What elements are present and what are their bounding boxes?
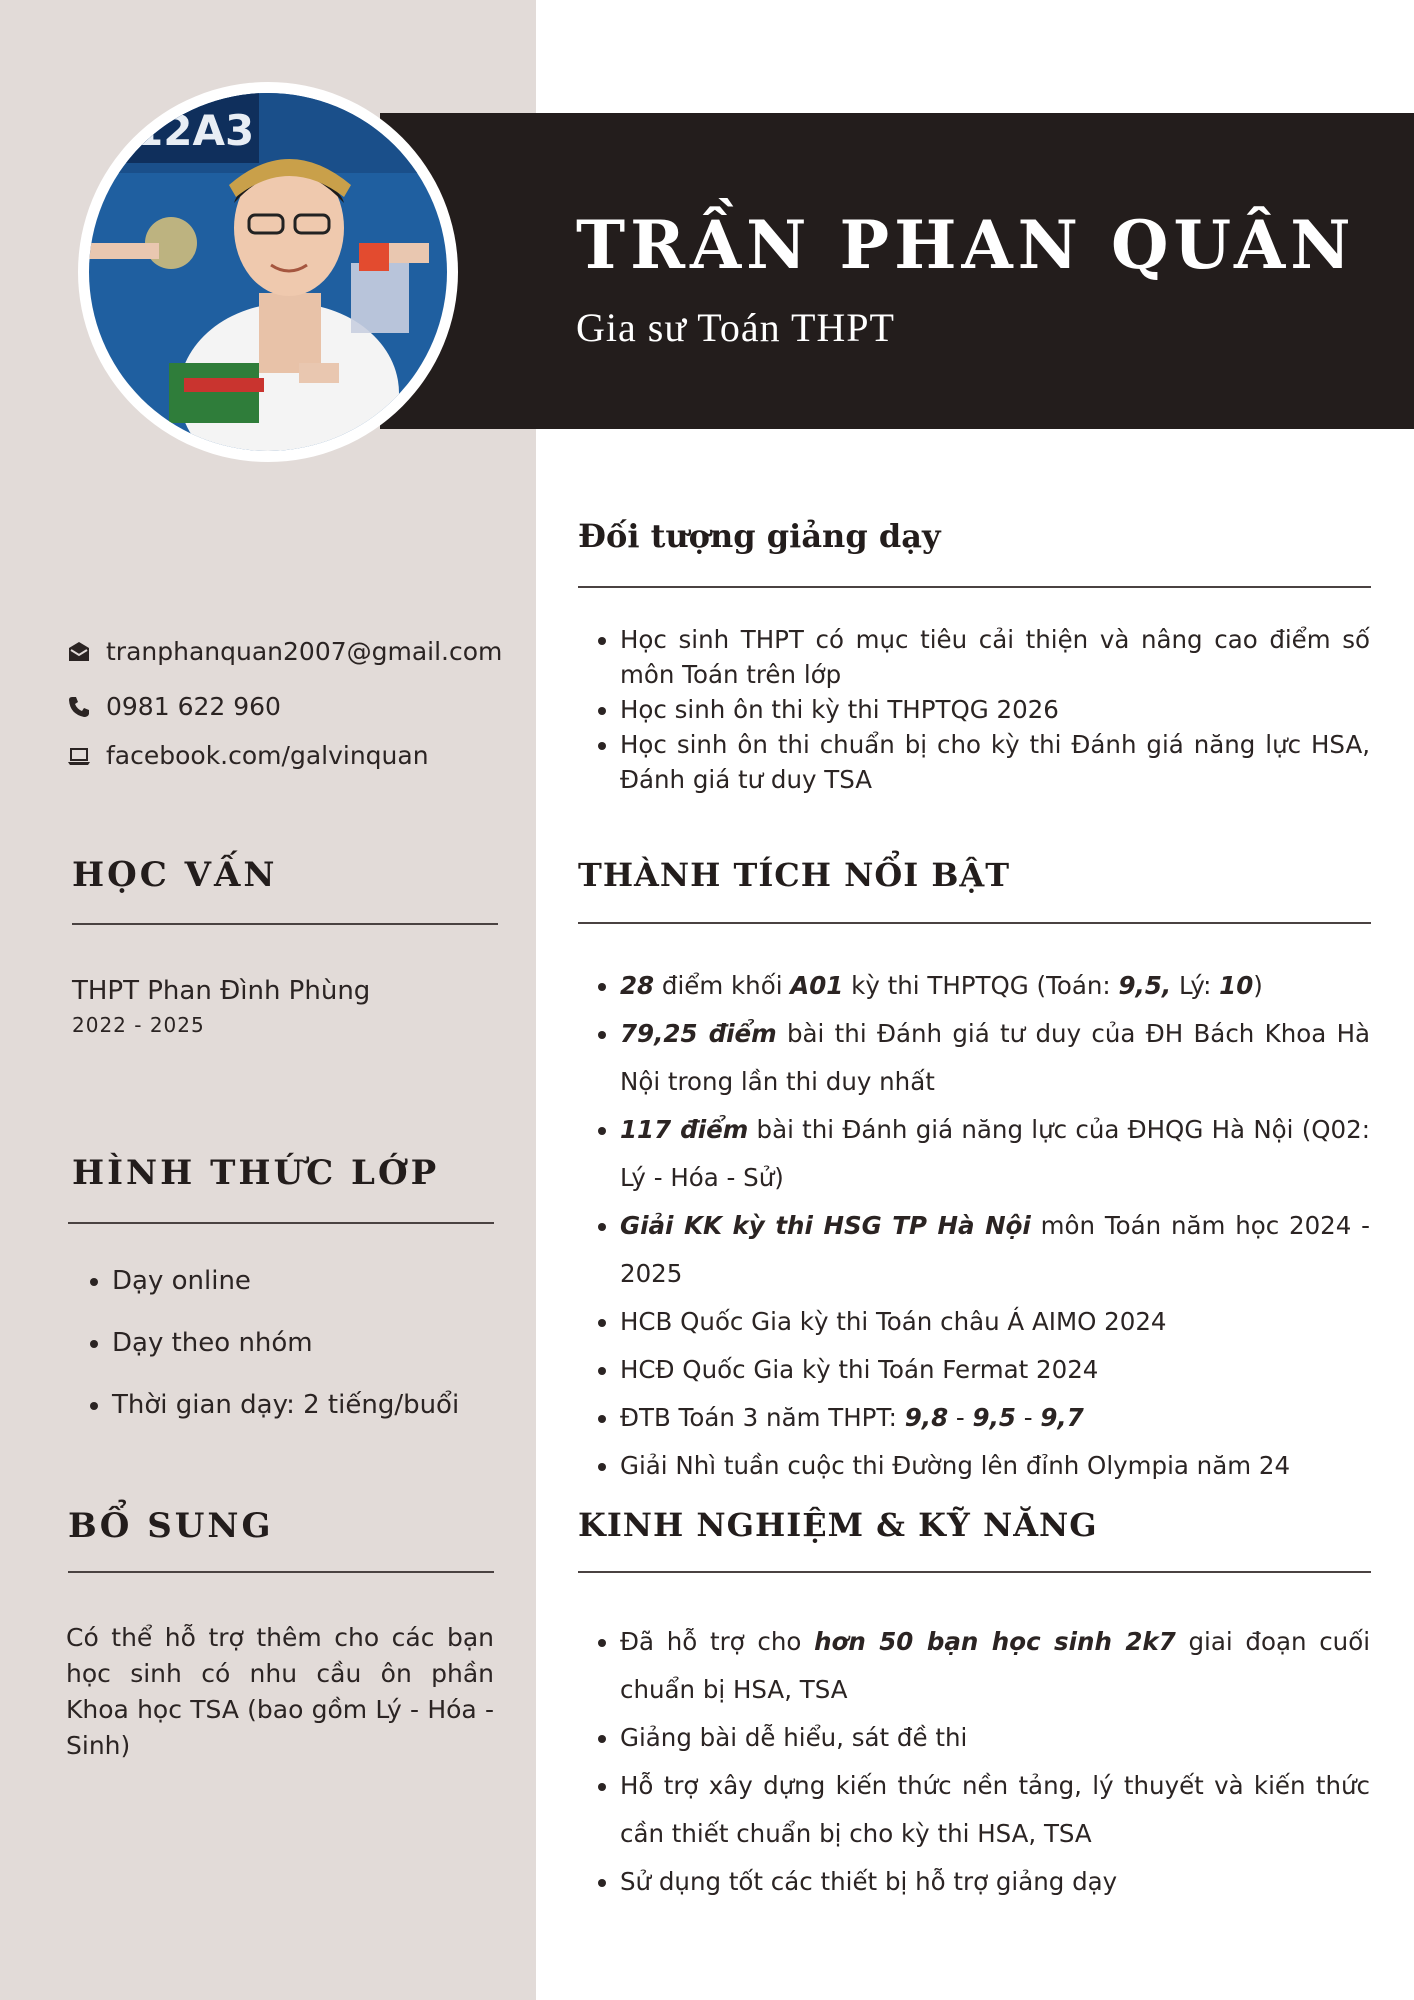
achievements-list	[578, 962, 1370, 1490]
candidate-name: TRẦN PHAN QUÂN	[576, 206, 1356, 284]
list-item: • Học sinh ôn thi kỳ thi THPTQG 2026	[620, 692, 1370, 727]
list-item-text: HCB Quốc Gia kỳ thi Toán châu Á AIMO 2024	[620, 1307, 1167, 1336]
phone-icon	[66, 694, 92, 720]
education-school: THPT Phan Đình Phùng	[72, 976, 371, 1006]
list-item: • Học sinh THPT có mục tiêu cải thiện và nâng cao điểm số môn Toán trên lớp	[620, 622, 1370, 692]
list-item	[620, 1346, 1370, 1394]
list-item-text: kỳ thi THPTQG (Toán:	[843, 971, 1119, 1000]
envelope-icon	[66, 639, 92, 665]
list-item	[620, 1010, 1370, 1106]
list-item-text: Hỗ trợ xây dựng kiến thức nền tảng, lý thuyết và kiến thức cần thiết chuẩn bị cho kỳ thi HSA, TSA	[620, 1771, 1370, 1848]
list-item	[620, 1106, 1370, 1202]
achievements-heading: THÀNH TÍCH NỔI BẬT	[578, 856, 1011, 894]
laptop-icon	[66, 743, 92, 769]
list-item-text: bài thi Đánh giá tư duy của ĐH Bách Khoa Hà Nội trong lần thi duy nhất	[620, 1019, 1371, 1096]
list-item-text: Đã hỗ trợ cho	[620, 1627, 815, 1656]
experience-list	[578, 1618, 1370, 1906]
photo-banner-lettering: 12A3	[134, 106, 255, 155]
achievements-divider	[578, 922, 1371, 924]
class-format-heading: HÌNH THỨC LỚP	[72, 1153, 440, 1193]
highlight-text: hơn 50 bạn học sinh 2k7	[814, 1627, 1176, 1656]
class-format-list	[72, 1262, 532, 1448]
list-item	[620, 962, 1370, 1010]
target-heading: Đối tượng giảng dạy	[578, 517, 941, 555]
list-item-text: Giải Nhì tuần cuộc thi Đường lên đỉnh Olympia năm 24	[620, 1451, 1291, 1480]
education-divider	[72, 923, 498, 925]
experience-divider	[578, 1571, 1371, 1573]
email-text: tranphanquan2007@gmail.com	[106, 637, 503, 666]
list-item	[620, 1442, 1370, 1490]
additional-divider	[68, 1571, 494, 1573]
website-text: facebook.com/galvinquan	[106, 741, 429, 770]
list-item-text: giai đoạn cuối chuẩn bị HSA, TSA	[620, 1627, 1371, 1704]
list-item-text: điểm khối	[654, 971, 791, 1000]
highlight-text: 9,7	[1040, 1403, 1084, 1432]
highlight-text: A01	[790, 971, 844, 1000]
profile-photo	[89, 93, 447, 451]
education-heading: HỌC VẤN	[72, 855, 278, 895]
highlight-text: 9,5,	[1118, 971, 1172, 1000]
contact-email[interactable]	[66, 637, 502, 666]
list-item	[620, 1202, 1370, 1298]
highlight-text: 9,5	[972, 1403, 1016, 1432]
list-item	[620, 1618, 1370, 1714]
target-divider	[578, 586, 1371, 588]
education-years: 2022 - 2025	[72, 1013, 205, 1037]
target-list	[578, 622, 1370, 797]
candidate-role: Gia sư Toán THPT	[576, 305, 895, 350]
list-item	[620, 1394, 1370, 1442]
highlight-text: 79,25 điểm	[620, 1019, 777, 1048]
list-item	[620, 1298, 1370, 1346]
highlight-text: 10	[1219, 971, 1254, 1000]
additional-heading: BỔ SUNG	[68, 1506, 274, 1546]
list-item-text: Giảng bài dễ hiểu, sát đề thi	[620, 1723, 968, 1752]
list-item: • Dạy theo nhóm	[112, 1324, 532, 1386]
list-item-text: -	[948, 1403, 973, 1432]
list-item: • Dạy online	[112, 1262, 532, 1324]
highlight-text: Giải KK kỳ thi HSG TP Hà Nội	[620, 1211, 1031, 1240]
list-item-text: HCĐ Quốc Gia kỳ thi Toán Fermat 2024	[620, 1355, 1099, 1384]
list-item-text: )	[1253, 971, 1263, 1000]
list-item-text: Lý:	[1171, 971, 1220, 1000]
contact-website[interactable]	[66, 741, 429, 770]
list-item	[620, 1762, 1370, 1858]
contact-phone[interactable]	[66, 692, 281, 721]
phone-text: 0981 622 960	[106, 692, 281, 721]
experience-heading: KINH NGHIỆM & KỸ NĂNG	[578, 1506, 1098, 1544]
additional-text: Có thể hỗ trợ thêm cho các bạn học sinh có nhu cầu ôn phần Khoa học TSA (bao gồm Lý - Hóa - Sinh)	[66, 1623, 494, 1760]
list-item: • Học sinh ôn thi chuẩn bị cho kỳ thi Đánh giá năng lực HSA, Đánh giá tư duy TSA	[620, 727, 1370, 797]
class-format-divider	[68, 1222, 494, 1224]
list-item-text: ĐTB Toán 3 năm THPT:	[620, 1403, 905, 1432]
list-item	[620, 1714, 1370, 1762]
highlight-text: 9,8	[904, 1403, 949, 1432]
list-item-text: bài thi Đánh giá năng lực của ĐHQG Hà Nội (Q02: Lý - Hóa - Sử)	[620, 1115, 1370, 1192]
list-item: • Thời gian dạy: 2 tiếng/buổi	[112, 1386, 532, 1448]
list-item	[620, 1858, 1370, 1906]
highlight-text: 117 điểm	[620, 1115, 749, 1144]
list-item-text: môn Toán năm học 2024 - 2025	[620, 1211, 1370, 1288]
highlight-text: 28	[620, 971, 655, 1000]
list-item-text: Sử dụng tốt các thiết bị hỗ trợ giảng dạy	[620, 1867, 1118, 1896]
list-item-text: -	[1015, 1403, 1041, 1432]
